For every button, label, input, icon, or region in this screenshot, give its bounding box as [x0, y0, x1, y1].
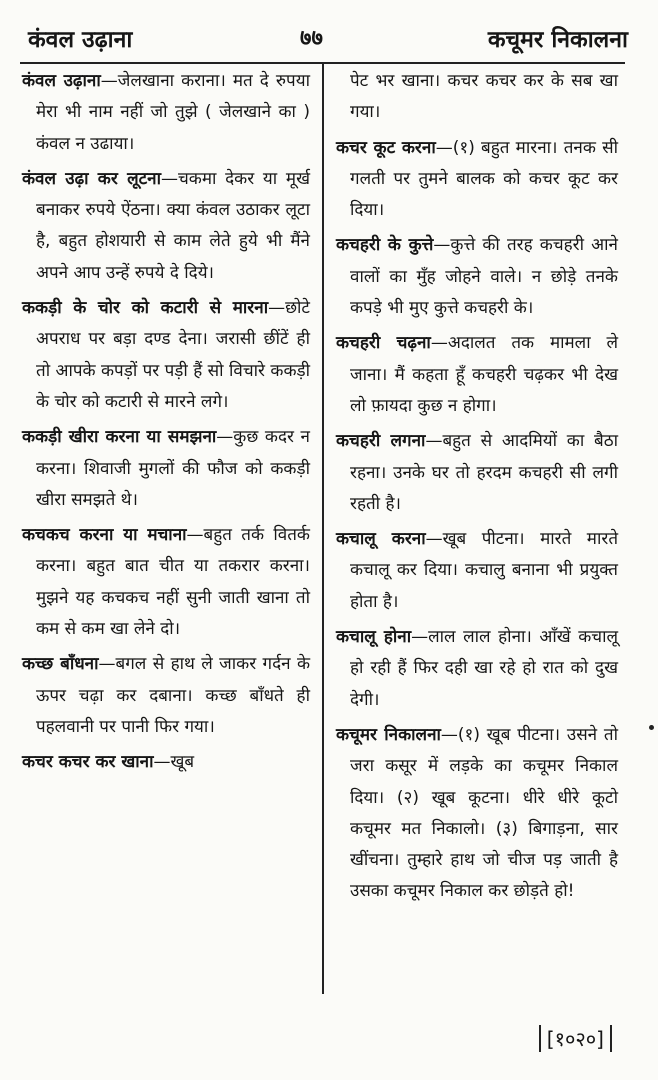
- entry-term: कचहरी चढ़ना: [336, 333, 431, 354]
- dictionary-entry: [22, 649, 310, 743]
- entry-definition: (१) बहुत मारना। तनक सी गलती पर तुमने बालक को कचर कूट कर दिया।: [350, 137, 618, 221]
- entry-definition: (१) खूब पीटना। उसने तो जरा कसूर में लड़के का कचूमर निकाल दिया। (२) खूब कूटना। धीरे धीरे कूटो कचूमर मत निकालो। (३) बिगाड़ना, सार खींचना। तुम्हारे हाथ जो चीज पड़ जाती है उसका कचूमर निकाल कर छोड़ते हो!: [350, 724, 618, 902]
- dictionary-entry: [22, 164, 310, 289]
- dictionary-entry: [336, 720, 618, 908]
- dictionary-entry: [336, 230, 618, 324]
- dictionary-entry: [336, 133, 618, 227]
- entry-sep: —: [425, 529, 443, 550]
- dictionary-entry: [336, 426, 618, 520]
- entry-definition: चकमा देकर या मूर्ख बनाकर रुपये ऐंठना। क्या कंवल उठाकर लूटा है, बहुत होशयारी से काम लेते हुये भी मैंने अपने आप उन्हें रुपये दे दिये।: [36, 168, 310, 283]
- entry-definition: जेलखाना कराना। मत दे रुपया मेरा भी नाम नहीं जो तुझे ( जेलखाने का ) कंवल न उढाया।: [36, 71, 310, 154]
- dictionary-entry: [22, 66, 310, 160]
- entry-sep: —: [98, 654, 116, 675]
- entry-term: कचर कचर कर खाना: [22, 752, 154, 773]
- entry-term: कच्छ बाँधना: [22, 654, 99, 675]
- entry-definition: छोटे अपराध पर बड़ा दण्ड देना। जरासी छींटें ही तो आपके कपड़ों पर पड़ी हैं सो विचारे ककड़ी के चोर को कटारी से मारने लगे।: [36, 298, 310, 412]
- column-divider: [322, 64, 324, 994]
- entry-definition: बहुत से आदमियों का बैठा रहना। उनके घर तो हरदम कचहरी सी लगी रहती है।: [350, 431, 618, 514]
- dictionary-entry-continued: [336, 66, 618, 129]
- entry-definition: बहुत तर्क वितर्क करना। बहुत बात चीत या तकरार करना। मुझने यह कचकच नहीं सुनी जाती खाना तो कम से कम खा लेने दो।: [36, 525, 310, 640]
- entry-sep: —: [425, 431, 443, 452]
- entry-sep: —: [435, 137, 453, 158]
- entry-definition: खूब पीटना। मारते मारते कचालू कर दिया। कचालु बनाना भी प्रयुक्त होता है।: [350, 529, 619, 612]
- dictionary-entry: [22, 520, 310, 645]
- dictionary-entry: [22, 747, 310, 778]
- entry-sep: —: [411, 627, 429, 648]
- entry-sep: —: [161, 168, 178, 189]
- entry-definition: बगल से हाथ ले जाकर गर्दन के ऊपर चढ़ा कर दबाना। कच्छ बाँधते ही पहलवानी पर पानी फिर गया।: [36, 654, 310, 737]
- entry-sep: —: [430, 333, 448, 354]
- entry-term: कचहरी के कुत्ते: [336, 235, 434, 256]
- dictionary-entry: [22, 293, 310, 418]
- entry-term: कचालू करना: [336, 529, 426, 550]
- margin-mark: [649, 725, 654, 730]
- entry-term: ककड़ी खीरा करना या समझना: [22, 427, 217, 448]
- entry-definition: लाल लाल होना। आँखें कचालू हो रही हैं फिर दही खा रहे हो रात को दुख देगी।: [350, 627, 619, 710]
- entry-term: कचहरी लगना: [336, 431, 426, 452]
- right-column: [336, 66, 618, 912]
- dictionary-entry: [22, 422, 310, 516]
- entry-sep: —: [433, 235, 451, 256]
- entry-definition: अदालत तक मामला ले जाना। मैं कहता हूँ कचहरी चढ़कर भी देख लो फ़ायदा कुछ न होगा।: [350, 333, 619, 416]
- entry-definition: कुत्ते की तरह कचहरी आने वालों का मुँह जोहने वाले। न छोड़े तनके कपड़े भी मुए कुत्ते कचहरी के।: [350, 235, 618, 319]
- entry-definition: पेट भर खाना। कचर कचर कर के सब खा गया।: [350, 71, 618, 123]
- entry-definition: कुछ कदर न करना। शिवाजी मुगलों की फौज को ककड़ी खीरा समझते थे।: [36, 427, 310, 510]
- dictionary-entry: [336, 622, 618, 716]
- entry-sep: —: [153, 752, 171, 773]
- entry-sep: —: [440, 724, 458, 745]
- entry-sep: —: [186, 525, 204, 546]
- dictionary-entry: [336, 524, 618, 618]
- entry-sep: —: [100, 71, 118, 91]
- entry-term: ककड़ी के चोर को कटारी से मारना: [22, 298, 269, 319]
- entry-sep: —: [216, 427, 234, 448]
- entry-term: कंवल उढ़ाना: [22, 71, 101, 91]
- entry-term: कचूमर निकालना: [336, 724, 441, 745]
- entry-term: कचर कूट करना: [336, 137, 436, 158]
- header-right-guide-word: कचूमर निकालना: [487, 27, 628, 53]
- entry-sep: —: [268, 298, 286, 319]
- entry-term: कचालू होना: [336, 627, 412, 648]
- header-left-guide-word: कंवल उढ़ाना: [28, 27, 133, 53]
- running-header: [0, 22, 658, 62]
- folio-number: [१०२०]: [539, 1025, 612, 1052]
- entry-term: कचकच करना या मचाना: [22, 525, 187, 546]
- page-number: ७७: [300, 26, 323, 51]
- entry-term: कंवल उढ़ा कर लूटना: [22, 168, 161, 189]
- dictionary-entry: [336, 328, 618, 422]
- left-column: [22, 66, 310, 783]
- entry-definition: खूब: [170, 752, 195, 773]
